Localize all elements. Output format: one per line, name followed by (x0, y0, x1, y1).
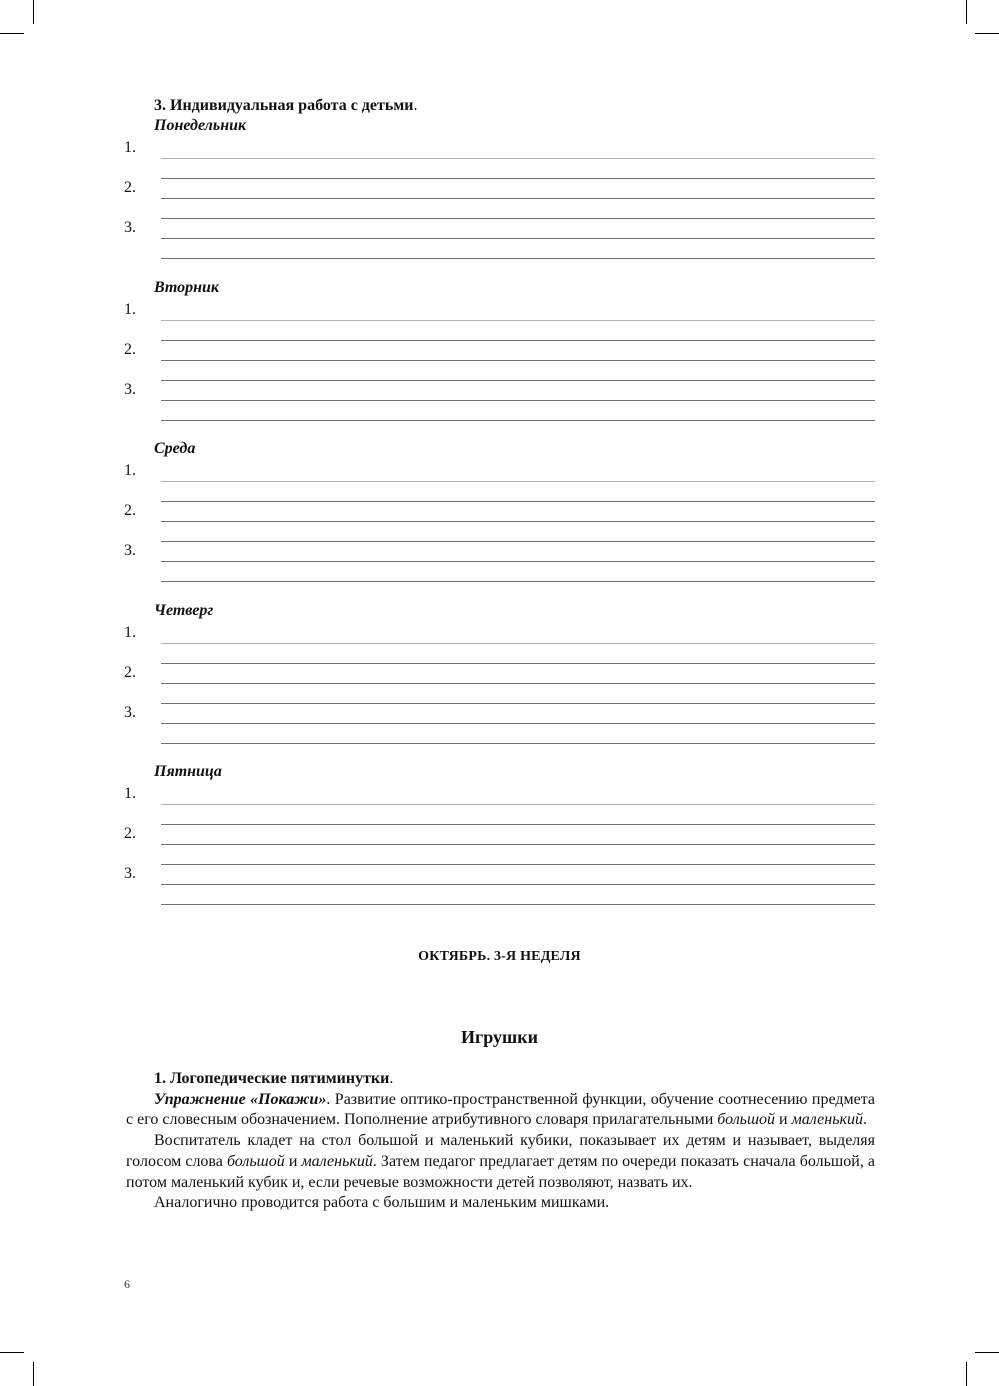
item-number: 2. (124, 179, 136, 196)
answer-line[interactable] (161, 581, 875, 582)
paragraph (126, 1131, 875, 1193)
item-number: 1. (124, 624, 136, 641)
para3: Аналогично проводится работа с большим и маленьким мишками. (154, 1194, 610, 1212)
crop-mark (33, 1362, 34, 1386)
answer-line[interactable] (161, 481, 875, 482)
page-number: 6 (124, 1277, 130, 1291)
weekday-block (0, 117, 999, 320)
section-title-text: 3. Индивидуальная работа с детьми (154, 97, 414, 114)
answer-line[interactable] (161, 400, 875, 401)
answer-line[interactable] (161, 663, 875, 664)
para2-big: большой (226, 1152, 285, 1170)
crop-mark (975, 33, 999, 34)
item-number: 3. (124, 219, 136, 236)
answer-line[interactable] (161, 683, 875, 684)
answer-line[interactable] (161, 380, 875, 381)
subsection-end: . (389, 1070, 394, 1087)
item-number: 3. (124, 542, 136, 559)
crop-mark (966, 1362, 967, 1386)
paragraph (126, 1193, 875, 1214)
item-number: 2. (124, 825, 136, 842)
crop-mark (966, 0, 967, 24)
answer-line[interactable] (161, 541, 875, 542)
answer-line[interactable] (161, 360, 875, 361)
answer-line[interactable] (161, 158, 875, 159)
answer-line[interactable] (161, 904, 875, 905)
answer-line[interactable] (161, 258, 875, 259)
weekday-block (0, 279, 999, 482)
answer-line[interactable] (161, 804, 875, 805)
weekday-name: Понедельник (154, 117, 247, 134)
para2-small: маленький (301, 1152, 373, 1170)
answer-line[interactable] (161, 320, 875, 321)
word-small: маленький (791, 1111, 863, 1129)
para2-conj: и (284, 1152, 302, 1170)
answer-line[interactable] (161, 703, 875, 704)
answer-line[interactable] (161, 884, 875, 885)
body-text (126, 1069, 875, 1214)
crop-mark (975, 1352, 999, 1353)
answer-line[interactable] (161, 743, 875, 744)
word-big: большой (717, 1111, 776, 1129)
period: . (862, 1111, 867, 1129)
subsection-heading (126, 1069, 875, 1090)
answer-line[interactable] (161, 420, 875, 421)
weekday-block (0, 763, 999, 966)
answer-line[interactable] (161, 723, 875, 724)
crop-mark (33, 0, 34, 24)
answer-line[interactable] (161, 198, 875, 199)
answer-line[interactable] (161, 340, 875, 341)
week-heading: ОКТЯБРЬ. 3-Я НЕДЕЛЯ (418, 949, 581, 964)
answer-line[interactable] (161, 178, 875, 179)
weekday-name: Вторник (154, 279, 219, 296)
subsection-title: 1. Логопедические пятиминутки (154, 1070, 390, 1087)
item-number: 2. (124, 502, 136, 519)
item-number: 1. (124, 301, 136, 318)
para2-b: . Затем педагог предлагает детям по очереди показать сначала большой, а потом маленький кубик и, если речевые возможности детей позволяют, назвать их. (126, 1152, 875, 1191)
crop-mark (0, 1352, 24, 1353)
weekday-block (0, 602, 999, 805)
section-title-end: . (413, 97, 418, 114)
item-number: 3. (124, 381, 136, 398)
answer-line[interactable] (161, 864, 875, 865)
crop-mark (0, 33, 24, 34)
weekday-name: Четверг (154, 602, 214, 619)
item-number: 1. (124, 139, 136, 156)
answer-line[interactable] (161, 643, 875, 644)
section-title (154, 97, 417, 115)
item-number: 3. (124, 704, 136, 721)
topic-title: Игрушки (461, 1027, 538, 1047)
answer-line[interactable] (161, 501, 875, 502)
exercise-desc: . Развитие оптико-пространственной функции, обучение соотнесению предмета с его словесным обозначением. Пополнение атрибутивного словаря прилагательными (126, 1090, 876, 1129)
item-number: 2. (124, 341, 136, 358)
weekday-block (0, 440, 999, 643)
answer-line[interactable] (161, 561, 875, 562)
answer-line[interactable] (161, 844, 875, 845)
answer-line[interactable] (161, 824, 875, 825)
item-number: 1. (124, 462, 136, 479)
exercise-name: Упражнение «Покажи» (154, 1090, 327, 1108)
weekday-name: Среда (154, 440, 196, 457)
paragraph (126, 1090, 875, 1131)
item-number: 1. (124, 785, 136, 802)
answer-line[interactable] (161, 238, 875, 239)
para2-a: Воспитатель кладет на стол большой и маленький кубики, показывает их детям и называет, выделяя голосом слова (126, 1132, 875, 1170)
answer-line[interactable] (161, 521, 875, 522)
conj: и (775, 1111, 792, 1129)
item-number: 3. (124, 865, 136, 882)
item-number: 2. (124, 664, 136, 681)
weekday-name: Пятница (154, 763, 222, 780)
answer-line[interactable] (161, 218, 875, 219)
